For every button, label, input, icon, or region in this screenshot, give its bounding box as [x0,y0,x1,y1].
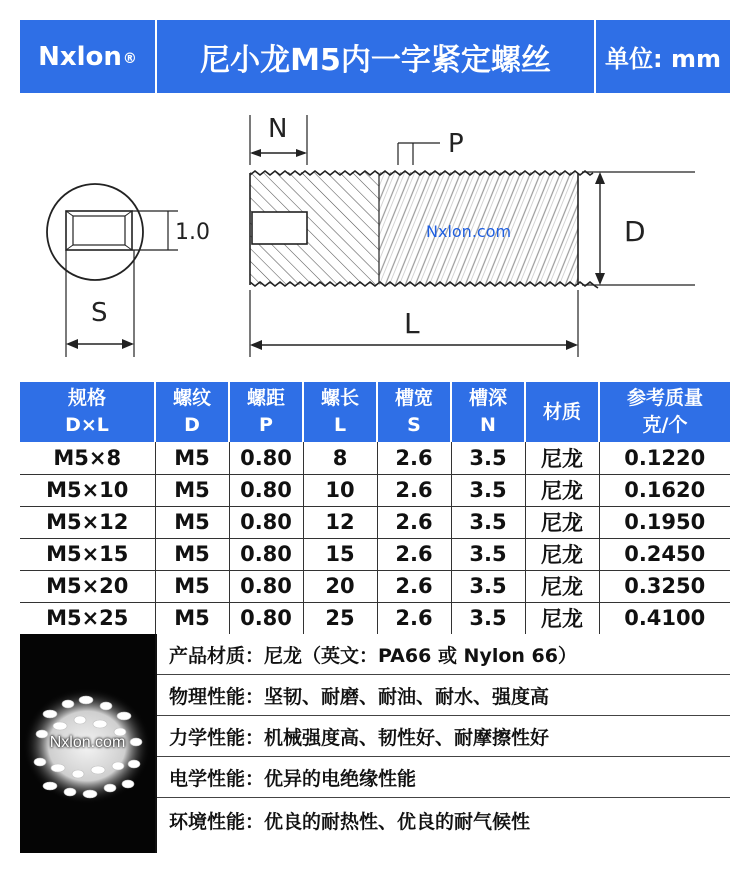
column-header-symbol: D×L [65,414,109,436]
table-cell: 3.5 [451,474,525,506]
nylon-pellets-photo [20,634,155,853]
table-cell: 0.80 [229,538,303,570]
slot-depth-label: 1.0 [175,220,210,245]
column-header-symbol: D [184,414,200,436]
property-electrical: 电学性能：优异的电绝缘性能 [157,757,730,798]
column-header-symbol: S [407,414,421,436]
column-header-symbol: 克/个 [642,414,688,436]
column-header [377,382,451,442]
column-header-label: 螺纹 [172,387,211,409]
table-cell: 2.6 [377,506,451,538]
material-properties [20,634,730,853]
table-row [20,442,730,474]
table-cell: 尼龙 [525,538,599,570]
table-row [20,570,730,602]
table-cell: M5×25 [46,606,129,631]
table-cell: M5 [155,506,229,538]
table-cell: 2.6 [377,442,451,474]
column-header-symbol: L [333,414,347,436]
table-row [20,474,730,506]
property-list [155,634,730,853]
table-cell: 尼龙 [525,506,599,538]
drawing-watermark: Nxlon.com [426,222,512,241]
column-header-label: 材质 [542,400,581,423]
table-row [20,506,730,538]
unit-label: 单位: mm [594,20,730,93]
registered-mark: ® [122,50,137,67]
table-cell: 0.2450 [599,538,730,570]
brand-logo [20,20,155,93]
table-cell: 0.4100 [599,602,730,634]
column-header [229,382,303,442]
table-row [20,602,730,634]
table-cell: 10 [303,474,377,506]
column-header-symbol: P [259,414,273,436]
table-cell: 0.1620 [599,474,730,506]
spec-table [20,382,730,634]
table-cell: 0.80 [229,474,303,506]
diameter-label-d: D [624,215,646,248]
table-cell: 尼龙 [525,570,599,602]
column-header-symbol: N [480,414,496,436]
technical-drawing [20,95,730,385]
table-cell: 2.6 [377,602,451,634]
length-label-l: L [404,307,420,340]
table-cell: 3.5 [451,442,525,474]
table-cell: M5×8 [20,442,155,474]
header-bar [20,20,730,93]
table-cell: 15 [303,538,377,570]
slot-label-n: N [268,114,288,144]
table-cell: 3.5 [451,570,525,602]
table-cell: M5×15 [20,538,155,570]
pitch-label-p: P [448,129,464,159]
brand-name: Nxlon [38,41,122,72]
table-row [20,538,730,570]
table-cell: 20 [303,570,377,602]
table-cell: M5 [155,538,229,570]
table-cell: 0.3250 [599,570,730,602]
table-cell: M5 [155,474,229,506]
column-header [20,382,155,442]
table-cell: 0.80 [229,570,303,602]
width-label-s: S [91,298,108,328]
table-cell: M5 [155,602,229,634]
table-cell: 尼龙 [525,442,599,474]
column-header [599,382,730,442]
table-cell: 2.6 [377,474,451,506]
property-mechanical: 力学性能：机械强度高、韧性好、耐摩擦性好 [157,716,730,757]
table-cell: 尼龙 [525,474,599,506]
table-cell: 0.1220 [599,442,730,474]
table-cell: 2.6 [377,570,451,602]
column-header [155,382,229,442]
column-header-label: 槽深 [468,387,507,409]
column-header-label: 规格 [67,387,106,409]
column-header-label: 槽宽 [394,387,433,409]
table-cell: 0.80 [229,442,303,474]
photo-brand: Nxlon.com [49,734,126,751]
table-cell: 12 [303,506,377,538]
column-header-label: 螺长 [320,387,359,409]
table-cell: 25 [303,602,377,634]
end-view [47,184,178,357]
column-header-label: 参考质量 [626,387,703,409]
table-cell: 2.6 [377,538,451,570]
table-cell: 0.80 [229,506,303,538]
table-cell: 0.1950 [599,506,730,538]
column-header-label: 螺距 [246,387,285,409]
table-cell: 3.5 [451,602,525,634]
table-cell: M5×12 [20,506,155,538]
table-cell: 3.5 [451,538,525,570]
property-environmental: 环境性能：优良的耐热性、优良的耐气候性 [169,810,531,833]
table-cell: 3.5 [451,506,525,538]
table-body [20,442,730,634]
table-cell: 0.80 [229,602,303,634]
table-cell: M5×20 [20,570,155,602]
page-title: 尼小龙M5内一字紧定螺丝 [155,20,594,93]
column-header [303,382,377,442]
table-header-row [20,382,730,442]
column-header [525,382,599,442]
column-header [451,382,525,442]
table-cell: M5 [155,442,229,474]
table-cell: 尼龙 [525,602,599,634]
table-cell: M5 [155,570,229,602]
property-physical: 物理性能：坚韧、耐磨、耐油、耐水、强度高 [157,675,730,716]
table-cell: M5×10 [20,474,155,506]
table-cell: 8 [303,442,377,474]
property-material: 产品材质：尼龙（英文：PA66 或 Nylon 66） [157,634,730,675]
